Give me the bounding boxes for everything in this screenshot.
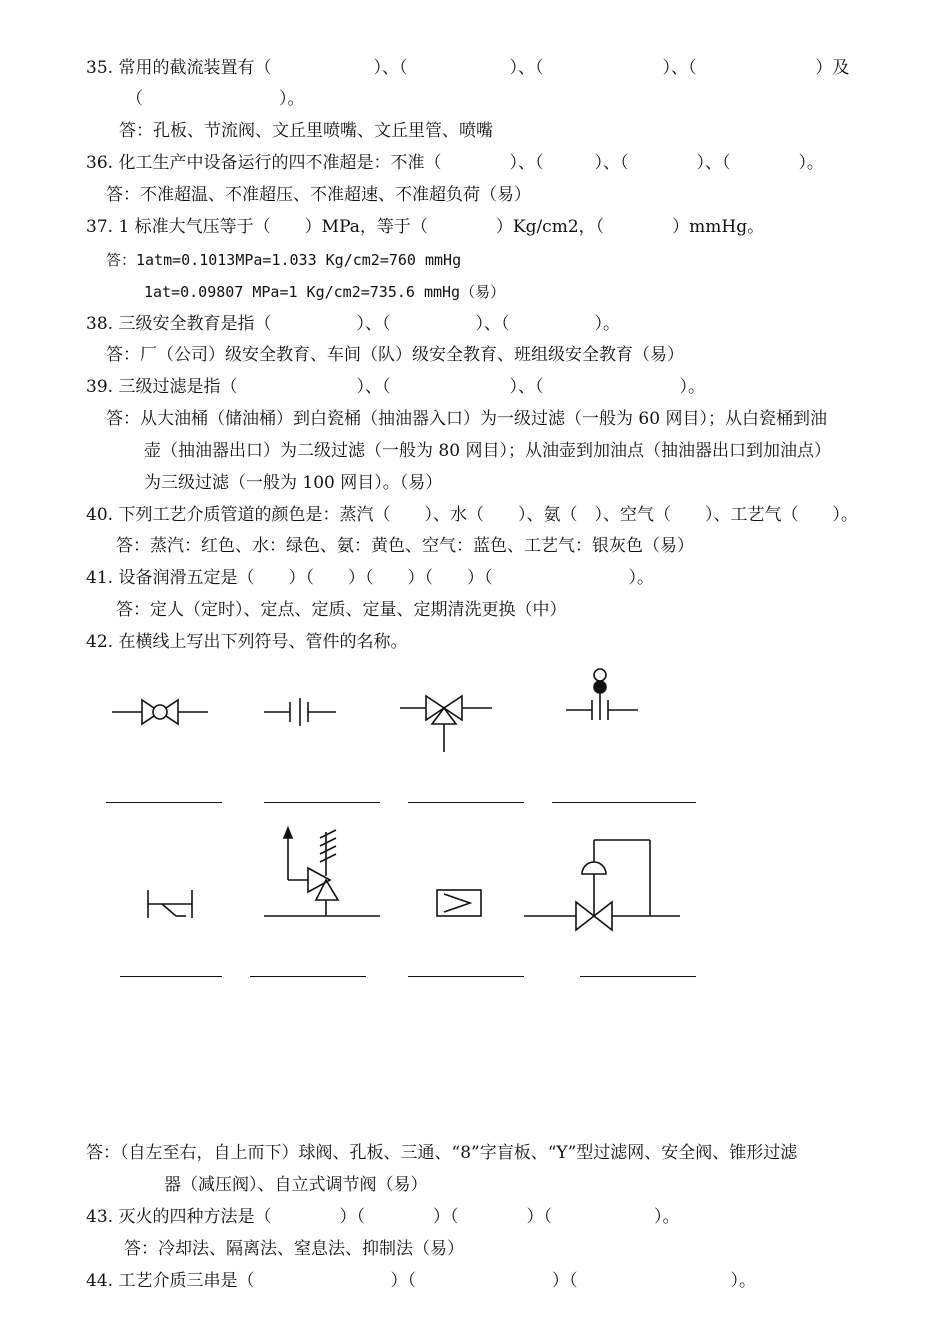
y-strainer-icon [142, 884, 202, 924]
question-35-line2: （ ）。 [126, 89, 305, 109]
answer-blank-line [120, 976, 222, 977]
safety-valve-icon [260, 824, 390, 924]
question-44: 44. 工艺介质三串是（ ）（ ）（ ）。 [86, 1271, 756, 1291]
answer-blank-line [250, 976, 366, 977]
question-36: 36. 化工生产中设备运行的四不准超是：不准（ ）、（ ）、（ ）、（ ）。 [86, 153, 824, 173]
self-operated-control-valve-icon [520, 834, 690, 934]
question-43: 43. 灭火的四种方法是（ ）（ ）（ ）（ ）。 [86, 1207, 680, 1227]
question-40: 40. 下列工艺介质管道的颜色是：蒸汽（ ）、水（ ）、氨（ ）、空气（ ）、工艺气（ ）。 [86, 505, 858, 525]
answer-36: 答：不准超温、不准超压、不准超速、不准超负荷（易） [106, 185, 531, 205]
answer-42-line1: 答：（自左至右，自上而下）球阀、孔板、三通、“8”字盲板、“Y”型过滤网、安全阀、锥形过滤 [86, 1143, 798, 1163]
answer-39-line3: 为三级过滤（一般为 100 网目）。（易） [144, 473, 443, 493]
question-39: 39. 三级过滤是指（ ）、（ ）、（ ）。 [86, 377, 705, 397]
question-37: 37. 1 标准大气压等于（ ）MPa，等于（ ）Kg/cm2，（ ）mmHg。 [86, 217, 765, 237]
answer-blank-line [264, 802, 380, 803]
answer-blank-line [408, 802, 524, 803]
answer-35: 答：孔板、节流阀、文丘里喷嘴、文丘里管、喷嘴 [119, 121, 493, 141]
question-38: 38. 三级安全教育是指（ ）、（ ）、（ ）。 [86, 314, 620, 334]
three-way-valve-icon [396, 686, 506, 756]
answer-38: 答：厂（公司）级安全教育、车间（队）级安全教育、班组级安全教育（易） [106, 345, 684, 365]
answer-39-line1: 答：从大油桶（储油桶）到白瓷桶（抽油器入口）为一级过滤（一般为 60 网目）；从白瓷桶到油 [106, 409, 827, 429]
cone-filter-icon [434, 884, 494, 924]
figure-8-blind-icon [560, 662, 650, 732]
answer-blank-line [580, 976, 696, 977]
answer-blank-line [408, 976, 524, 977]
question-42: 42. 在横线上写出下列符号、管件的名称。 [86, 632, 408, 652]
answer-43: 答：冷却法、隔离法、窒息法、抑制法（易） [124, 1239, 464, 1259]
answer-40: 答：蒸汽：红色、水：绿色、氨：黄色、空气：蓝色、工艺气：银灰色（易） [116, 536, 694, 556]
answer-37-line2: 1at=0.09807 MPa=1 Kg/cm2=735.6 mmHg（易） [144, 283, 506, 301]
ball-valve-icon [110, 692, 220, 732]
answer-blank-line [552, 802, 696, 803]
question-41: 41. 设备润滑五定是（ ）（ ）（ ）（ ）（ ）。 [86, 568, 654, 588]
orifice-plate-icon [260, 692, 350, 732]
answer-37-line1: 答：1atm=0.1013MPa=1.033 Kg/cm2=760 mmHg [106, 251, 462, 269]
question-35-line1: 35. 常用的截流装置有（ ）、（ ）、（ ）、（ ）及 [86, 58, 850, 78]
answer-41: 答：定人（定时）、定点、定质、定量、定期清洗更换（中） [116, 600, 567, 620]
answer-39-line2: 壶（抽油器出口）为二级过滤（一般为 80 网目）；从油壶到加油点（抽油器出口到加油点） [144, 441, 831, 461]
answer-42-line2: 器（减压阀）、自立式调节阀（易） [164, 1175, 428, 1195]
answer-blank-line [106, 802, 222, 803]
